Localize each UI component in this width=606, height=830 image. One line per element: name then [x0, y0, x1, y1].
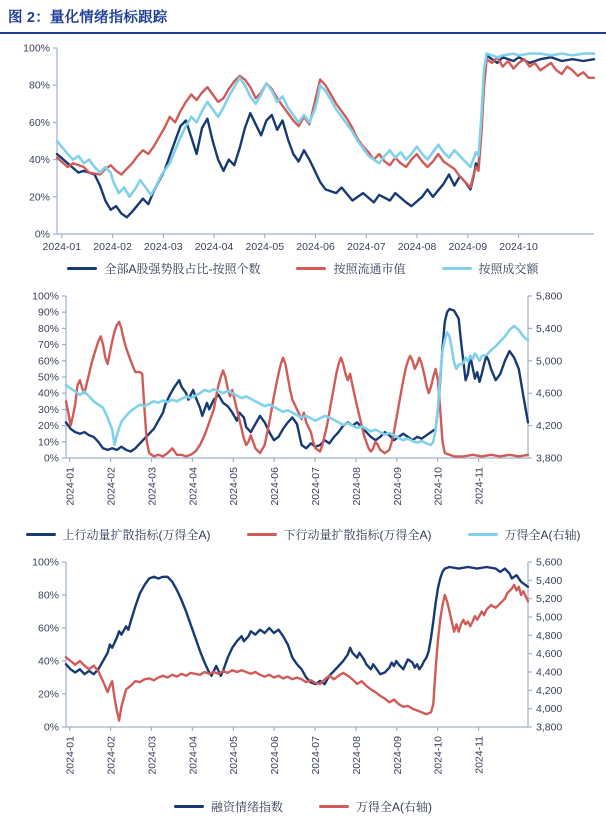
x-tick-label: 2024-10: [432, 736, 445, 775]
chart-legend-strong-stock-ratio: [0, 258, 606, 278]
y-right-tick-label: 4,200: [536, 684, 563, 697]
figure-title-row: [0, 0, 606, 27]
y-right-tick-label: 4,200: [536, 420, 563, 433]
y-left-tick-label: 100%: [32, 290, 59, 303]
x-tick-label: 2024-08: [350, 736, 363, 775]
legend-line-swatch: [247, 533, 277, 536]
y-left-tick-label: 40%: [37, 387, 59, 400]
legend-line-swatch: [319, 805, 349, 808]
y-left-tick-label: 80%: [28, 79, 50, 92]
figure-title: 图 2：量化情绪指标跟踪: [8, 10, 168, 26]
legend-label: 万得全A(右轴): [356, 799, 432, 814]
x-tick-label: 2024-09: [391, 736, 404, 775]
x-tick-label: 2024-10: [499, 241, 538, 253]
x-tick-label: 2024-01: [42, 241, 82, 253]
legend-line-swatch: [26, 533, 56, 536]
x-tick-label: 2024-09: [391, 467, 404, 506]
x-tick-label: 2024-11: [473, 467, 486, 505]
y-left-tick-label: 60%: [28, 116, 50, 129]
x-tick-label: 2024-06: [269, 736, 282, 775]
legend-label: 上行动量扩散指标(万得全A): [62, 527, 211, 542]
legend-label: 融资情绪指数: [210, 799, 283, 814]
y-right-tick-label: 3,800: [536, 452, 563, 465]
series-line-navy: [66, 567, 528, 684]
y-left-tick-label: 0%: [43, 452, 59, 465]
y-left-tick-label: 90%: [37, 306, 59, 319]
x-tick-label: 2024-05: [228, 467, 241, 506]
x-tick-label: 2024-08: [397, 241, 437, 253]
legend-item: [67, 260, 260, 277]
y-left-tick-label: 30%: [37, 403, 59, 416]
y-left-tick-label: 80%: [37, 322, 59, 335]
legend-label: 全部A股强势股占比-按照个数: [104, 261, 261, 276]
y-right-tick-label: 4,000: [536, 703, 563, 716]
y-left-tick-label: 40%: [37, 655, 59, 668]
y-left-tick-label: 20%: [37, 688, 59, 701]
y-right-tick-label: 5,000: [536, 611, 563, 624]
legend-label: 按照流通市值: [333, 261, 406, 276]
legend-item: [296, 260, 405, 277]
y-left-tick-label: 10%: [37, 436, 59, 449]
x-tick-label: 2024-07: [310, 736, 323, 775]
legend-item: [319, 798, 432, 815]
x-tick-label: 2024-08: [350, 467, 363, 506]
chart-canvas-strong-stock-ratio: [0, 34, 606, 258]
x-tick-label: 2024-06: [269, 467, 282, 506]
x-tick-label: 2024-05: [245, 241, 285, 253]
y-right-tick-label: 4,600: [536, 387, 563, 400]
y-right-tick-label: 4,600: [536, 648, 563, 661]
x-tick-label: 2024-09: [448, 241, 488, 253]
x-tick-label: 2024-01: [64, 467, 77, 506]
legend-line-swatch: [174, 805, 204, 808]
y-right-tick-label: 4,800: [536, 629, 563, 642]
legend-item: [442, 260, 539, 277]
y-left-tick-label: 70%: [37, 339, 59, 352]
y-left-tick-label: 20%: [37, 420, 59, 433]
y-right-tick-label: 5,200: [536, 593, 563, 606]
series-line-red: [66, 322, 528, 457]
x-tick-label: 2024-07: [347, 241, 386, 253]
y-left-tick-label: 0%: [34, 228, 50, 241]
legend-line-swatch: [67, 267, 97, 270]
x-tick-label: 2024-02: [105, 467, 118, 506]
y-left-tick-label: 60%: [37, 622, 59, 635]
legend-item: [174, 798, 283, 815]
x-tick-label: 2024-04: [187, 467, 200, 506]
y-right-tick-label: 5,400: [536, 322, 563, 335]
legend-label: 按照成交额: [478, 261, 539, 276]
chart-canvas-momentum-diffusion: [0, 284, 606, 524]
x-tick-label: 2024-11: [473, 736, 486, 774]
legend-line-swatch: [296, 267, 326, 270]
chart-strong-stock-ratio: [0, 34, 606, 278]
legend-item: [26, 526, 211, 543]
y-right-tick-label: 5,400: [536, 574, 563, 587]
y-left-tick-label: 20%: [28, 191, 50, 204]
series-line-cyan: [57, 54, 594, 197]
legend-item: [468, 526, 581, 543]
chart-margin-sentiment: [0, 550, 606, 816]
y-left-tick-label: 100%: [23, 42, 50, 55]
legend-line-swatch: [442, 267, 472, 270]
y-right-tick-label: 4,400: [536, 666, 563, 679]
x-tick-label: 2024-04: [187, 736, 200, 775]
x-tick-label: 2024-03: [146, 467, 159, 506]
series-line-navy: [66, 309, 528, 452]
y-left-tick-label: 50%: [37, 371, 59, 384]
chart-legend-momentum-diffusion: [0, 524, 606, 544]
y-right-tick-label: 5,000: [536, 355, 563, 368]
y-right-tick-label: 5,600: [536, 556, 563, 569]
x-tick-label: 2024-10: [432, 467, 445, 506]
y-left-tick-label: 100%: [32, 556, 59, 569]
y-right-tick-label: 5,800: [536, 290, 563, 303]
x-tick-label: 2024-05: [228, 736, 241, 775]
x-tick-label: 2024-04: [194, 241, 234, 253]
x-tick-label: 2024-06: [296, 241, 335, 253]
x-tick-label: 2024-03: [146, 736, 159, 775]
chart-legend-margin-sentiment: [0, 796, 606, 816]
series-line-red: [57, 57, 594, 187]
x-tick-label: 2024-01: [64, 736, 77, 775]
y-left-tick-label: 60%: [37, 355, 59, 368]
y-right-tick-label: 3,800: [536, 721, 563, 734]
x-tick-label: 2024-02: [93, 241, 132, 253]
legend-label: 下行动量扩散指标(万得全A): [283, 527, 432, 542]
x-tick-label: 2024-03: [144, 241, 183, 253]
chart-canvas-margin-sentiment: [0, 550, 606, 796]
y-left-tick-label: 80%: [37, 589, 59, 602]
y-left-tick-label: 40%: [28, 154, 50, 167]
legend-item: [247, 526, 432, 543]
legend-label: 万得全A(右轴): [504, 527, 581, 542]
y-left-tick-label: 0%: [43, 721, 59, 734]
x-tick-label: 2024-07: [310, 467, 323, 506]
series-line-navy: [57, 55, 594, 217]
chart-momentum-diffusion: [0, 284, 606, 544]
x-tick-label: 2024-02: [105, 736, 118, 775]
legend-line-swatch: [468, 533, 498, 536]
